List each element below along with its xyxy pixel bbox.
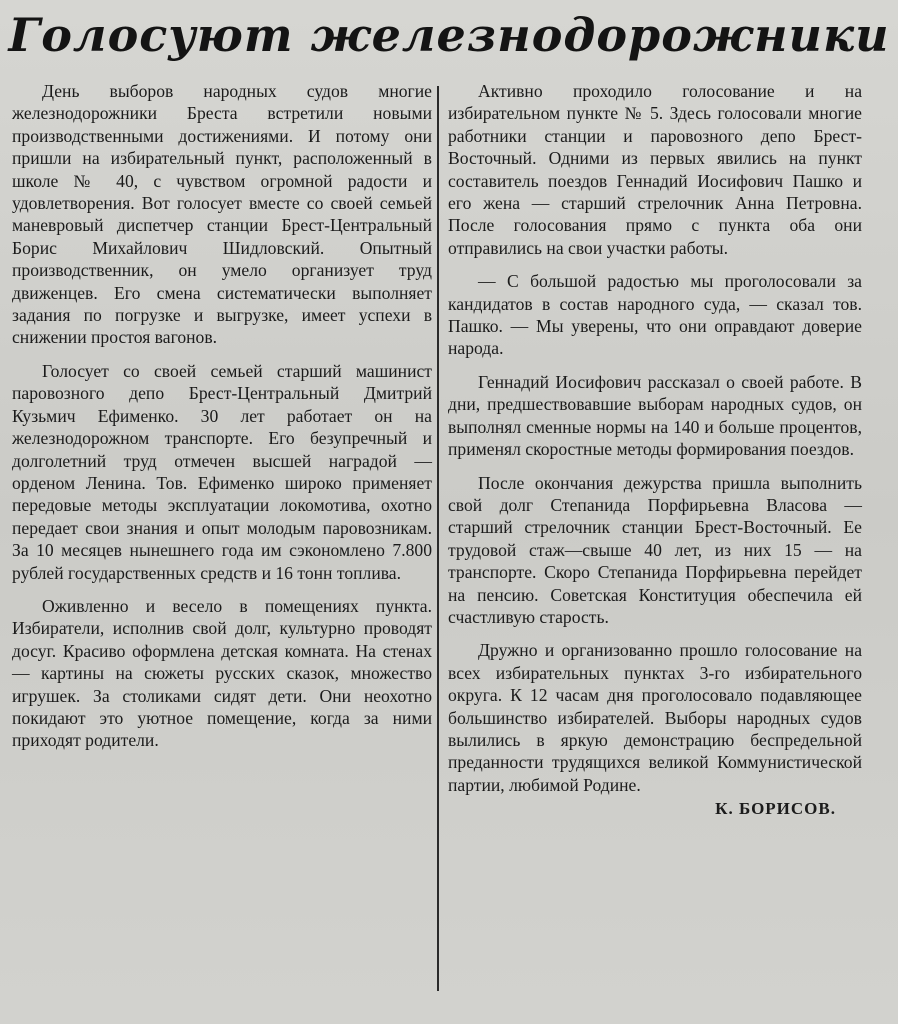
paragraph: — С большой радостью мы проголосовали за кандидатов в состав народного суда, — сказал тов. Пашко. — Мы уверены, что они оправдают доверие народа. [448, 271, 862, 359]
paragraph: День выборов народных судов многие железнодорожники Бреста встретили новыми производственными достижениями. И потому они пришли на избирательный пункт, расположенный в школе № 40, с чувством огромной радости и удовлетворения. Вот голосует вместе со своей семьей маневровый диспетчер станции Брест-Центральный Борис Михайлович Шидловский. Опытный производственник, он умело организует труд движенцев. Его смена систематически выполняет задания по погрузке и выгрузке, имеет успехи в снижении простоя вагонов. [12, 81, 432, 348]
paragraph: Дружно и организованно прошло голосование на всех избирательных пунктах 3-го избирательного округа. К 12 часам дня проголосовало подавляющее большинство избирателей. Выборы народных судов вылились в яркую демонстрацию беспредельной преданности трудящихся великой Коммунистической партии, любимой Родине. [448, 640, 862, 795]
paragraph: Голосует со своей семьей старший машинист паровозного депо Брест-Центральный Дмитрий Кузьмич Ефименко. 30 лет работает он на железнодорожном транспорте. Его безупречный и долголетний труд отмечен высшей наградой — орденом Ленина. Тов. Ефименко широко применяет передовые методы эксплуатации локомотива, охотно передает свои знания и опыт молодым паровозникам. За 10 месяцев нынешнего года им сэкономлено 7.800 рублей государственных средств и 16 тонн топлива. [12, 360, 432, 583]
right-column [448, 80, 862, 821]
paragraph: Активно проходило голосование и на избирательном пункте № 5. Здесь голосовали многие работники станции и паровозного депо Брест-Восточный. Одними из первых явились на пункт составитель поездов Геннадий Иосифович Пашко и его жена — старший стрелочник Анна Петровна. После голосования прямо с пункта оба они отправились на свои участки работы. [448, 81, 862, 258]
left-column [12, 80, 432, 763]
column-divider [437, 86, 439, 991]
article-headline: Голосуют железнодорожники [8, 8, 890, 62]
author-signature: К. БОРИСОВ. [715, 799, 836, 819]
paragraph: Геннадий Иосифович рассказал о своей работе. В дни, предшествовавшие выборам народных судов, он выполнял сменные нормы на 140 и больше процентов, применял скоростные методы формирования поездов. [448, 371, 862, 460]
paragraph: После окончания дежурства пришла выполнить свой долг Степанида Порфирьевна Власова — старший стрелочник станции Брест-Восточный. Ее трудовой стаж—свыше 40 лет, из них 15 — на транспорте. Скоро Степанида Порфирьевна перейдет на пенсию. Советская Конституция обеспечила ей счастливую старость. [448, 472, 862, 627]
paragraph: Оживленно и весело в помещениях пункта. Избиратели, исполнив свой долг, культурно проводят досуг. Красиво оформлена детская комната. На стенах — картины на сюжеты русских сказок, множество игрушек. За столиками сидят дети. Они неохотно покидают это уютное помещение, когда за ними приходят родители. [12, 595, 432, 751]
